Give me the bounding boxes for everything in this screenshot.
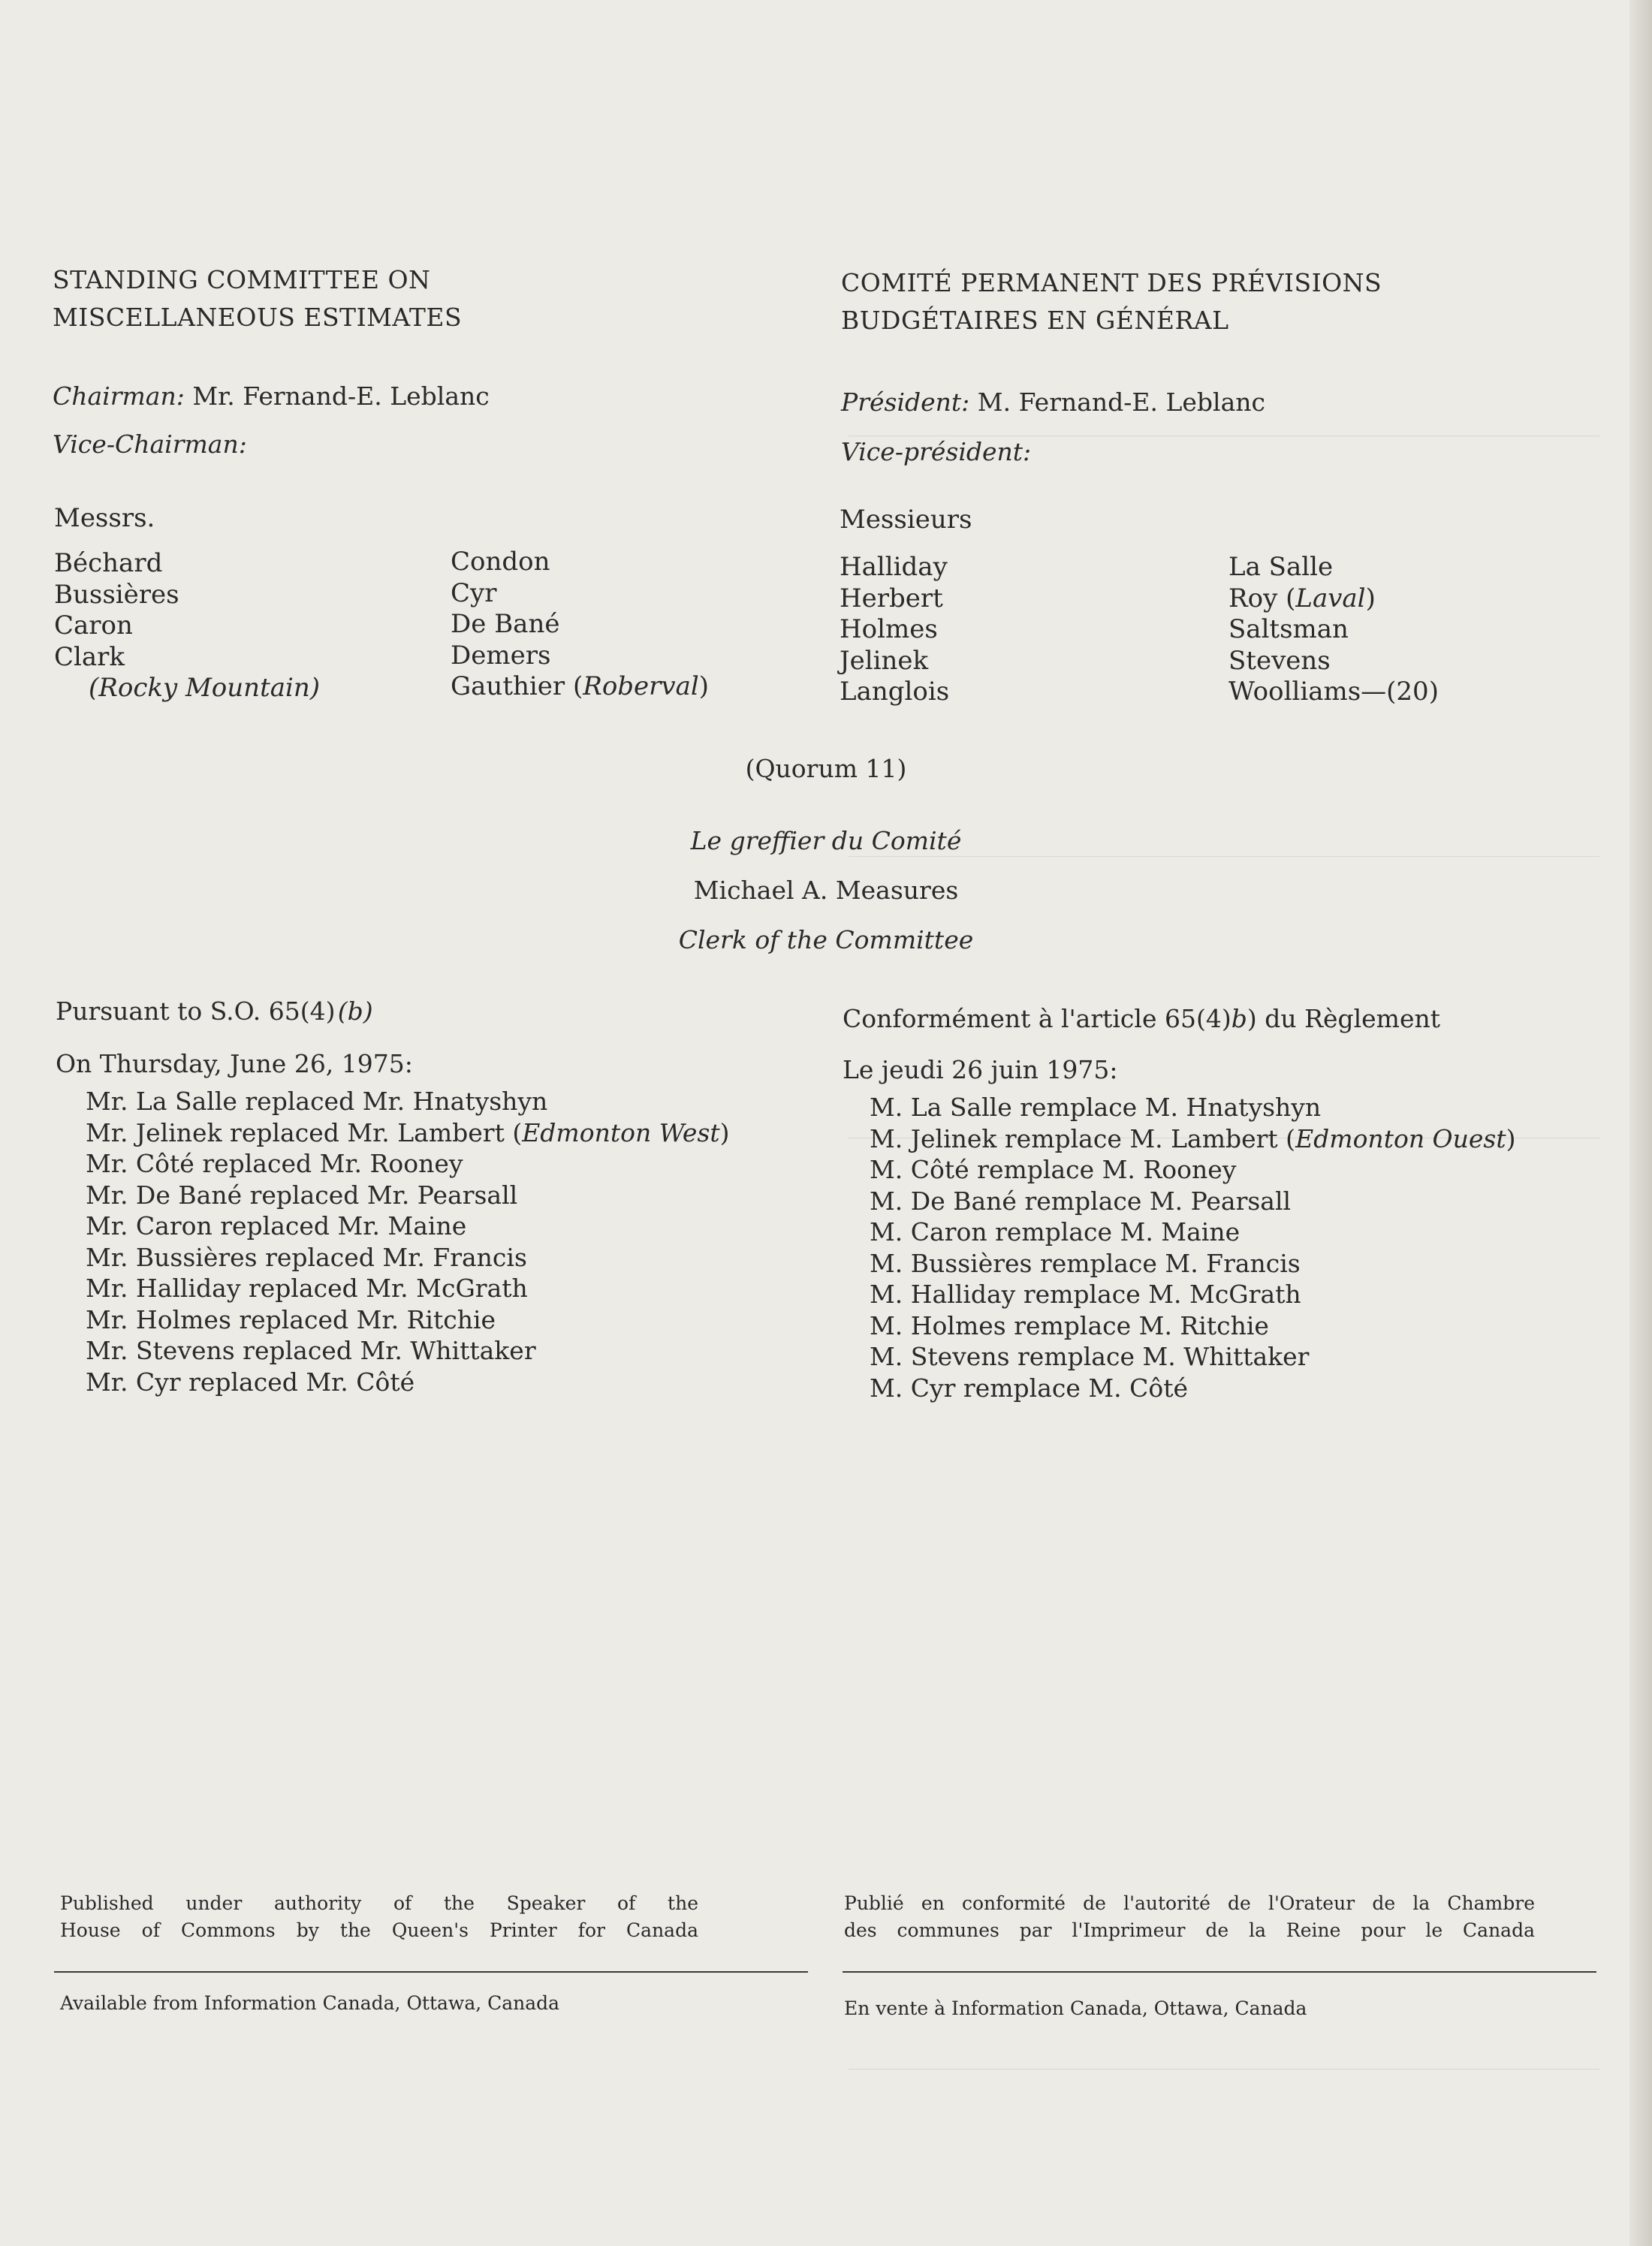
- published-notice-fr: [844, 1890, 1535, 1945]
- member-name: Béchard: [54, 548, 163, 578]
- pursuant-fr-suffix: ) du Règlement: [1247, 1004, 1441, 1033]
- chairman-name-fr: M. Fernand-E. Leblanc: [977, 387, 1266, 417]
- member-name: Roy (Laval): [1228, 583, 1376, 614]
- published-fr-line1: Publié en conformité de l'autorité de l'Orateur de la Chambre: [844, 1892, 1535, 1914]
- replacements-list-en: [86, 1086, 730, 1397]
- clerk-label-en: Clerk of the Committee: [678, 925, 974, 954]
- replacement-item: Mr. Halliday replaced Mr. McGrath: [86, 1274, 528, 1303]
- member-name: Holmes: [840, 614, 938, 644]
- members-column-2: [451, 547, 709, 703]
- committee-title-fr: [841, 264, 1382, 339]
- members-heading-fr: Messieurs: [840, 505, 972, 535]
- member-name: Cyr: [451, 577, 497, 608]
- replacement-item: M. Côté remplace M. Rooney: [870, 1155, 1237, 1184]
- replacement-text: Mr. Jelinek replaced Mr. Lambert (: [86, 1117, 523, 1147]
- member-name: Jelinek: [840, 645, 929, 676]
- replacement-item: Mr. La Salle replaced Mr. Hnatyshyn: [86, 1087, 548, 1116]
- replacement-item: M. Halliday remplace M. McGrath: [870, 1280, 1301, 1309]
- chairman-label-en: Chairman:: [53, 381, 185, 411]
- replacement-item: M. La Salle remplace M. Hnatyshyn: [870, 1093, 1322, 1122]
- members-column-3: [840, 552, 949, 708]
- replacement-item: [86, 1117, 730, 1149]
- replacement-item: Mr. Stevens replaced Mr. Whittaker: [86, 1336, 536, 1365]
- replacement-constituency: Edmonton West: [522, 1117, 720, 1147]
- footer-rule-fr: [843, 1971, 1596, 1973]
- member-name: Gauthier (Roberval): [451, 671, 710, 701]
- member-name: Bussières: [54, 579, 179, 610]
- replacement-item: Mr. De Bané replaced Mr. Pearsall: [86, 1180, 518, 1210]
- pursuant-en-text: Pursuant to S.O. 65(4): [56, 996, 336, 1026]
- member-constituency: Roberval: [583, 671, 699, 701]
- member-name: Clark: [54, 641, 125, 672]
- replacement-item: [870, 1123, 1515, 1155]
- published-en-line2: House of Commons by the Queen's Printer for Canada: [60, 1919, 698, 1942]
- member-name: Stevens: [1228, 645, 1331, 676]
- page-edge-shadow: [1629, 0, 1652, 2246]
- available-fr: En vente à Information Canada, Ottawa, Canada: [844, 1997, 1307, 2019]
- pursuant-en: [56, 995, 373, 1029]
- members-heading-en: Messrs.: [54, 503, 155, 533]
- title-en-line2: MISCELLANEOUS ESTIMATES: [53, 302, 463, 332]
- published-en-line1: Published under authority of the Speaker of the: [60, 1892, 698, 1914]
- member-name-text: Roy: [1228, 583, 1278, 614]
- member-name: Langlois: [840, 677, 950, 707]
- clerk-label-fr: Le greffier du Comité: [690, 826, 962, 855]
- chairman-en: [53, 380, 490, 414]
- clerk-name: Michael A. Measures: [693, 876, 959, 905]
- members-column-1: [54, 548, 320, 704]
- member-constituency: Laval: [1295, 583, 1366, 614]
- replacement-text: M. Jelinek remplace M. Lambert (: [870, 1123, 1296, 1153]
- replacements-list-fr: [870, 1092, 1515, 1403]
- pursuant-en-suffix: (b): [337, 996, 373, 1026]
- member-name: Woolliams—(20): [1228, 677, 1439, 707]
- replacement-close: ): [1506, 1123, 1516, 1153]
- member-name: Demers: [451, 640, 551, 671]
- members-column-4: [1228, 552, 1439, 708]
- show-through-line: [849, 2069, 1599, 2070]
- available-en: Available from Information Canada, Ottawa, Canada: [60, 1992, 560, 2014]
- replacement-constituency: Edmonton Ouest: [1295, 1123, 1506, 1153]
- replacement-item: M. Bussières remplace M. Francis: [870, 1248, 1301, 1278]
- member-constituency: (Rocky Mountain): [89, 673, 321, 703]
- title-en-line1: STANDING COMMITTEE ON: [53, 265, 431, 294]
- replacement-item: Mr. Caron replaced Mr. Maine: [86, 1211, 467, 1241]
- member-name: Saltsman: [1228, 614, 1349, 644]
- replacement-close: ): [719, 1117, 730, 1147]
- member-name: De Bané: [451, 609, 560, 639]
- member-name: Halliday: [840, 552, 948, 582]
- replacement-item: M. Caron remplace M. Maine: [870, 1217, 1241, 1247]
- chairman-label-fr: Président:: [841, 387, 970, 417]
- member-name: Caron: [54, 610, 133, 641]
- replacement-item: M. Stevens remplace M. Whittaker: [870, 1342, 1310, 1371]
- replacement-item: Mr. Côté replaced Mr. Rooney: [86, 1149, 463, 1178]
- title-fr-line1: COMITÉ PERMANENT DES PRÉVISIONS: [841, 268, 1382, 297]
- replacement-item: Mr. Bussières replaced Mr. Francis: [86, 1242, 527, 1272]
- committee-title-en: [53, 261, 462, 336]
- published-fr-line2: des communes par l'Imprimeur de la Reine pour le Canada: [844, 1919, 1535, 1942]
- member-name: Condon: [451, 547, 550, 577]
- title-fr-line2: BUDGÉTAIRES EN GÉNÉRAL: [841, 305, 1229, 335]
- published-notice-en: [60, 1890, 698, 1945]
- replacement-item: Mr. Holmes replaced Mr. Ritchie: [86, 1304, 496, 1334]
- replacement-item: M. Cyr remplace M. Côté: [870, 1373, 1189, 1403]
- chairman-name-en: Mr. Fernand-E. Leblanc: [192, 381, 490, 411]
- member-name: Herbert: [840, 583, 943, 614]
- replacement-item: M. Holmes remplace M. Ritchie: [870, 1310, 1269, 1340]
- member-name: La Salle: [1228, 552, 1334, 582]
- pursuant-fr: [843, 1002, 1440, 1036]
- replacement-item: Mr. Cyr replaced Mr. Côté: [86, 1367, 415, 1397]
- date-en: On Thursday, June 26, 1975:: [56, 1049, 413, 1078]
- replacement-item: M. De Bané remplace M. Pearsall: [870, 1186, 1292, 1216]
- chairman-fr: [841, 386, 1265, 420]
- quorum: (Quorum 11): [745, 754, 907, 783]
- member-name-text: Gauthier: [451, 671, 565, 701]
- pursuant-fr-b: b: [1231, 1004, 1247, 1033]
- pursuant-fr-text: Conformément à l'article 65(4): [843, 1004, 1231, 1033]
- date-fr: Le jeudi 26 juin 1975:: [843, 1055, 1118, 1084]
- vice-chairman-label-fr: Vice-président:: [841, 437, 1032, 466]
- vice-chairman-label-en: Vice-Chairman:: [53, 430, 247, 459]
- footer-rule-en: [54, 1971, 808, 1973]
